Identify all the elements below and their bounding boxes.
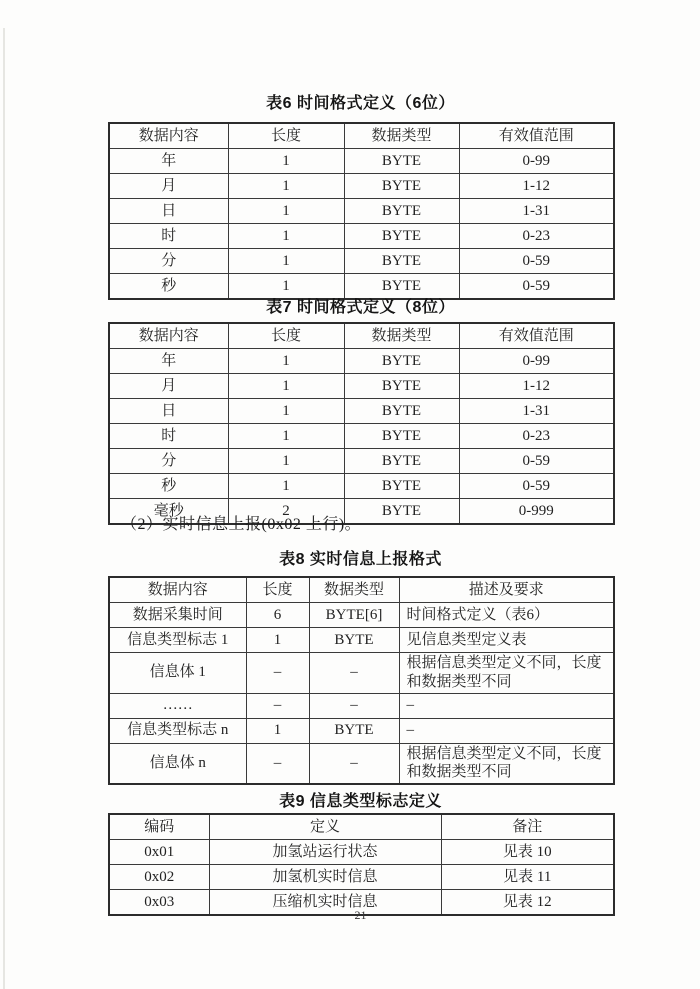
column-header: 数据内容 xyxy=(109,123,228,149)
table-cell: – xyxy=(309,653,399,694)
table-cell: 信息体 1 xyxy=(109,653,246,694)
column-header: 数据类型 xyxy=(309,577,399,603)
table-cell: 信息类型标志 n xyxy=(109,718,246,743)
table-cell: 1 xyxy=(228,349,344,374)
column-header: 备注 xyxy=(441,814,614,840)
table-row xyxy=(109,577,614,603)
table-row xyxy=(109,199,614,224)
table-cell: 0-59 xyxy=(459,249,614,274)
table-9-body xyxy=(109,840,614,916)
table-cell: 见信息类型定义表 xyxy=(399,628,614,653)
column-header: 有效值范围 xyxy=(459,123,614,149)
paragraph-realtime-info: （2）实时信息上报(0x02 上行)。 xyxy=(121,516,362,533)
table-cell: BYTE[6] xyxy=(309,603,399,628)
table-cell: BYTE xyxy=(344,449,459,474)
table-row xyxy=(109,224,614,249)
table-cell: 见表 12 xyxy=(441,890,614,916)
table-cell: 年 xyxy=(109,349,228,374)
table-cell: 信息体 n xyxy=(109,743,246,784)
table-cell: 0-99 xyxy=(459,149,614,174)
column-header: 定义 xyxy=(209,814,441,840)
table-cell: – xyxy=(246,693,309,718)
column-header: 描述及要求 xyxy=(399,577,614,603)
table-row xyxy=(109,653,614,694)
table-9-header xyxy=(109,814,614,840)
table-row xyxy=(109,249,614,274)
table-cell: 0-59 xyxy=(459,449,614,474)
table-7-header xyxy=(109,323,614,349)
table-row xyxy=(109,865,614,890)
table-cell: 见表 11 xyxy=(441,865,614,890)
table-cell: 毫秒 xyxy=(109,499,228,525)
table-6-header xyxy=(109,123,614,149)
table-6-body xyxy=(109,149,614,300)
table-row xyxy=(109,628,614,653)
table-cell: BYTE xyxy=(344,374,459,399)
table-cell: 2 xyxy=(228,499,344,525)
table-cell: 1 xyxy=(228,399,344,424)
table-cell: BYTE xyxy=(344,424,459,449)
table-cell: 0-23 xyxy=(459,224,614,249)
table-cell: 加氢机实时信息 xyxy=(209,865,441,890)
table-cell: 月 xyxy=(109,374,228,399)
table-cell: BYTE xyxy=(309,628,399,653)
table-row xyxy=(109,840,614,865)
table-cell: BYTE xyxy=(344,199,459,224)
table-cell: 1 xyxy=(228,224,344,249)
table-row xyxy=(109,349,614,374)
table-8-title: 表8 实时信息上报格式 xyxy=(279,551,442,568)
table-row xyxy=(109,374,614,399)
table-cell: 0-59 xyxy=(459,474,614,499)
table-cell: 1-31 xyxy=(459,199,614,224)
table-cell: 秒 xyxy=(109,474,228,499)
table-row xyxy=(109,424,614,449)
table-cell: 1-31 xyxy=(459,399,614,424)
column-header: 长度 xyxy=(246,577,309,603)
table-cell: 0-23 xyxy=(459,424,614,449)
column-header: 长度 xyxy=(228,323,344,349)
table-7-body xyxy=(109,349,614,525)
table-cell: BYTE xyxy=(344,474,459,499)
column-header: 数据类型 xyxy=(344,323,459,349)
table-cell: BYTE xyxy=(344,349,459,374)
table-cell: 根据信息类型定义不同，长度和数据类型不同 xyxy=(399,743,614,784)
table-cell: 1-12 xyxy=(459,174,614,199)
table-cell: 1 xyxy=(246,628,309,653)
table-cell: 1 xyxy=(228,199,344,224)
table-cell: 0x01 xyxy=(109,840,209,865)
table-cell: 时间格式定义（表6） xyxy=(399,603,614,628)
table-cell: 月 xyxy=(109,174,228,199)
table-cell: 1 xyxy=(228,474,344,499)
table-cell: 0-999 xyxy=(459,499,614,525)
table-cell: 1 xyxy=(246,718,309,743)
table-cell: 加氢站运行状态 xyxy=(209,840,441,865)
table-cell: 0x02 xyxy=(109,865,209,890)
table-row xyxy=(109,449,614,474)
table-cell: 1 xyxy=(228,274,344,300)
table-cell: BYTE xyxy=(344,499,459,525)
table-cell: – xyxy=(399,718,614,743)
table-cell: 分 xyxy=(109,249,228,274)
table-cell: BYTE xyxy=(309,718,399,743)
table-cell: BYTE xyxy=(344,149,459,174)
table-cell: 年 xyxy=(109,149,228,174)
column-header: 有效值范围 xyxy=(459,323,614,349)
table-cell: 根据信息类型定义不同，长度和数据类型不同 xyxy=(399,653,614,694)
table-cell: 0-59 xyxy=(459,274,614,300)
table-row xyxy=(109,693,614,718)
table-8 xyxy=(108,576,615,785)
table-cell: BYTE xyxy=(344,249,459,274)
table-cell: 1 xyxy=(228,149,344,174)
table-row xyxy=(109,474,614,499)
table-cell: – xyxy=(399,693,614,718)
page-number: 21 xyxy=(354,908,367,922)
table-cell: – xyxy=(309,743,399,784)
table-9-title: 表9 信息类型标志定义 xyxy=(279,793,442,810)
table-8-body xyxy=(109,603,614,785)
table-cell: – xyxy=(246,743,309,784)
table-cell: 1 xyxy=(228,424,344,449)
table-cell: BYTE xyxy=(344,274,459,300)
table-cell: 时 xyxy=(109,424,228,449)
table-6 xyxy=(108,122,615,300)
table-7 xyxy=(108,322,615,525)
table-cell: 1 xyxy=(228,449,344,474)
column-header: 编码 xyxy=(109,814,209,840)
table-row xyxy=(109,149,614,174)
scan-edge-line xyxy=(3,28,5,989)
table-cell: …… xyxy=(109,693,246,718)
table-row xyxy=(109,603,614,628)
table-cell: 见表 10 xyxy=(441,840,614,865)
table-8-header xyxy=(109,577,614,603)
table-cell: 日 xyxy=(109,399,228,424)
column-header: 数据内容 xyxy=(109,323,228,349)
table-cell: 6 xyxy=(246,603,309,628)
column-header: 长度 xyxy=(228,123,344,149)
table-cell: 日 xyxy=(109,199,228,224)
table-cell: 秒 xyxy=(109,274,228,300)
table-cell: BYTE xyxy=(344,224,459,249)
table-cell: 1-12 xyxy=(459,374,614,399)
table-6-title: 表6 时间格式定义（6位） xyxy=(266,95,455,112)
column-header: 数据内容 xyxy=(109,577,246,603)
table-cell: 分 xyxy=(109,449,228,474)
table-cell: 数据采集时间 xyxy=(109,603,246,628)
table-cell: BYTE xyxy=(344,399,459,424)
table-cell: 压缩机实时信息 xyxy=(209,890,441,916)
table-row xyxy=(109,123,614,149)
table-row xyxy=(109,323,614,349)
table-7-title: 表7 时间格式定义（8位） xyxy=(266,299,455,316)
table-cell: BYTE xyxy=(344,174,459,199)
table-cell: 时 xyxy=(109,224,228,249)
table-row xyxy=(109,743,614,784)
table-9 xyxy=(108,813,615,916)
table-cell: 1 xyxy=(228,374,344,399)
table-row xyxy=(109,814,614,840)
table-cell: – xyxy=(309,693,399,718)
table-cell: – xyxy=(246,653,309,694)
table-cell: 0x03 xyxy=(109,890,209,916)
table-cell: 1 xyxy=(228,249,344,274)
column-header: 数据类型 xyxy=(344,123,459,149)
table-cell: 1 xyxy=(228,174,344,199)
table-row xyxy=(109,399,614,424)
table-row xyxy=(109,174,614,199)
table-row xyxy=(109,718,614,743)
table-cell: 信息类型标志 1 xyxy=(109,628,246,653)
table-cell: 0-99 xyxy=(459,349,614,374)
